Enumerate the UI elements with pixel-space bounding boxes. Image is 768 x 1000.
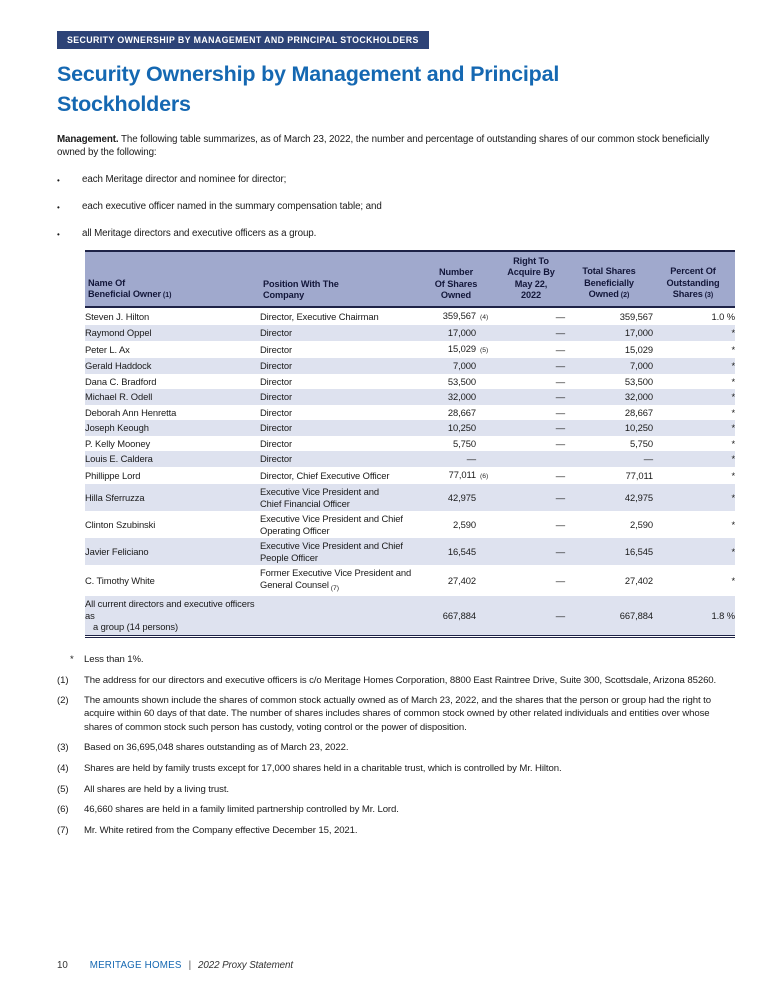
percent-outstanding-cell: * (731, 469, 735, 481)
total-shares-cell: 53,500 (624, 375, 653, 387)
table-row (85, 358, 735, 374)
right-to-acquire-cell: — (555, 310, 565, 322)
shares-owned-cell: 53,500 (447, 375, 476, 387)
position-cell: Director (260, 360, 293, 372)
beneficial-owner-name: Michael R. Odell (85, 391, 153, 403)
footnote-marker: (2) (57, 695, 69, 707)
total-shares-cell: 28,667 (624, 406, 653, 418)
beneficial-owner-name: Javier Feliciano (85, 546, 149, 558)
column-header: Percent Of Outstanding Shares (3) (653, 251, 735, 307)
bullet-text: each executive officer named in the summary compensation table; and (82, 200, 382, 212)
footnote-marker: (4) (57, 763, 69, 775)
footnote-marker: * (70, 653, 74, 665)
percent-outstanding-cell: * (731, 492, 735, 504)
right-to-acquire-cell: — (555, 343, 565, 355)
column-header: Total Shares Beneficially Owned (2) (565, 251, 653, 307)
bullet-text: all Meritage directors and executive officers as a group. (82, 227, 317, 239)
position-cell: Director, Executive Chairman (260, 310, 379, 322)
bullet-item (57, 201, 735, 214)
footnote-text: Shares are held by family trusts except for 17,000 shares held in a charitable trust, which is controlled by Mr. Hilton. (84, 763, 562, 775)
table-row (85, 436, 735, 452)
beneficial-owner-name: Clinton Szubinski (85, 519, 156, 531)
position-cell: Director (260, 375, 293, 387)
column-header: Right To Acquire By May 22, 2022 (497, 251, 565, 307)
position-cell: Director (260, 422, 293, 434)
position-cell: Director (260, 437, 293, 449)
percent-outstanding-cell: * (731, 375, 735, 387)
column-header: Position With The Company (260, 251, 425, 307)
beneficial-owner-name: Peter L. Ax (85, 343, 130, 355)
footnote-marker: (6) (57, 804, 69, 816)
bullet-list (57, 174, 735, 241)
bullet-item (57, 174, 735, 187)
right-to-acquire-cell (497, 451, 565, 467)
total-shares-cell: 10,250 (624, 422, 653, 434)
shares-owned-cell: 32,000 (447, 391, 476, 403)
footnote-item (57, 653, 735, 666)
percent-outstanding-cell: * (731, 422, 735, 434)
footnote-text: Based on 36,695,048 shares outstanding as of March 23, 2022. (84, 742, 349, 754)
ownership-table (85, 250, 735, 638)
table-row (85, 307, 735, 326)
beneficial-owner-name: P. Kelly Mooney (85, 437, 151, 449)
right-to-acquire-cell: — (555, 469, 565, 481)
footnote-item (57, 741, 735, 754)
table-row (85, 341, 735, 359)
table-row (85, 565, 735, 596)
footnote-text: The address for our directors and executive officers is c/o Meritage Homes Corporation, 8800 East Raintree Drive, Suite 300, Scottsdale, Arizona 85260. (84, 674, 717, 686)
beneficial-owner-name: Dana C. Bradford (85, 375, 157, 387)
shares-footnote-marker: (5) (480, 346, 489, 354)
percent-outstanding-cell: * (731, 437, 735, 449)
right-to-acquire-cell: — (555, 519, 565, 531)
section-banner (57, 31, 429, 49)
total-shares-cell: 27,402 (624, 575, 653, 587)
percent-outstanding-cell: * (731, 519, 735, 531)
shares-owned-cell: — (466, 453, 476, 465)
table-row (85, 389, 735, 405)
total-shares-cell: 2,590 (630, 519, 653, 531)
footnote-marker: (7) (57, 825, 69, 837)
bullet-icon: • (57, 202, 60, 212)
position-cell (260, 596, 425, 636)
total-shares-cell: 5,750 (630, 437, 653, 449)
shares-owned-cell: 17,000 (447, 327, 476, 339)
footnote-marker: (5) (57, 783, 69, 795)
page-footer (57, 960, 293, 971)
table-row (85, 484, 735, 511)
footnote-item (57, 674, 735, 687)
footnote-text: Mr. White retired from the Company effective December 15, 2021. (84, 825, 358, 837)
total-shares-cell: 7,000 (630, 360, 653, 372)
column-header: Number Of Shares Owned (425, 251, 497, 307)
footer-document-name: 2022 Proxy Statement (198, 960, 293, 971)
percent-outstanding-cell: * (731, 360, 735, 372)
shares-footnote-marker: (6) (480, 472, 489, 480)
right-to-acquire-cell: — (555, 391, 565, 403)
table-row (85, 467, 735, 485)
position-cell: Director (260, 343, 293, 355)
right-to-acquire-cell: — (555, 375, 565, 387)
table-row (85, 374, 735, 390)
intro-lead: Management. (57, 133, 119, 145)
footnote-text: 46,660 shares are held in a family limited partnership controlled by Mr. Lord. (84, 804, 399, 816)
shares-owned-cell: 10,250 (447, 422, 476, 434)
bullet-icon: • (57, 175, 60, 185)
percent-outstanding-cell: * (731, 327, 735, 339)
footnote-text: Less than 1%. (84, 653, 144, 665)
table-row (85, 511, 735, 538)
shares-owned-cell: 77,011 (6) (425, 467, 497, 485)
section-banner-label: SECURITY OWNERSHIP BY MANAGEMENT AND PRINCIPAL STOCKHOLDERS (67, 35, 419, 45)
footnote-list (57, 653, 735, 838)
total-shares-cell: 359,567 (619, 310, 653, 322)
beneficial-owner-name: Steven J. Hilton (85, 310, 150, 322)
beneficial-owner-name: C. Timothy White (85, 575, 155, 587)
position-cell: Former Executive Vice President and General Counsel $_{(7)}$ (260, 567, 412, 592)
page-title: Security Ownership by Management and Principal Stockholders (57, 61, 560, 116)
position-footnote-marker: (7) (328, 584, 340, 592)
shares-owned-cell: 27,402 (447, 575, 476, 587)
footer-separator: | (188, 960, 192, 971)
position-cell: Executive Vice President and Chief Operating Officer (260, 513, 403, 536)
shares-owned-cell: 28,667 (447, 406, 476, 418)
total-shares-cell: 667,884 (565, 596, 653, 636)
header-footnote-marker: (2) (618, 292, 630, 300)
beneficial-owner-name: Joseph Keough (85, 422, 149, 434)
position-cell: Executive Vice President and Chief People Officer (260, 540, 403, 563)
position-cell: Director (260, 327, 293, 339)
total-shares-cell: 17,000 (624, 327, 653, 339)
header-footnote-marker: (3) (702, 292, 714, 300)
right-to-acquire-cell: — (555, 575, 565, 587)
shares-owned-cell: 16,545 (447, 546, 476, 558)
ownership-table-body (85, 307, 735, 637)
page-content (57, 30, 735, 837)
beneficial-owner-name: Phillippe Lord (85, 469, 141, 481)
total-shares-cell: — (643, 453, 653, 465)
right-to-acquire-cell: — (555, 437, 565, 449)
position-cell: Director (260, 406, 293, 418)
percent-outstanding-cell: 1.0 % (711, 310, 735, 322)
shares-owned-cell: 2,590 (453, 519, 476, 531)
table-row (85, 451, 735, 467)
percent-outstanding-cell: * (731, 453, 735, 465)
shares-owned-cell: 359,567 (4) (425, 307, 497, 326)
total-shares-cell: 16,545 (624, 546, 653, 558)
right-to-acquire-cell: — (555, 327, 565, 339)
footnote-item (57, 762, 735, 775)
right-to-acquire-cell: — (555, 492, 565, 504)
bullet-text: each Meritage director and nominee for director; (82, 173, 287, 185)
percent-outstanding-cell: * (731, 343, 735, 355)
table-row (85, 538, 735, 565)
footer-brand: MERITAGE HOMES (89, 960, 182, 971)
shares-footnote-marker: (4) (480, 313, 489, 321)
column-header: Name Of Beneficial Owner (1) (85, 251, 260, 307)
table-row (85, 420, 735, 436)
intro-paragraph (57, 133, 735, 160)
total-shares-cell: 32,000 (624, 391, 653, 403)
percent-outstanding-cell: * (731, 546, 735, 558)
footnote-text: The amounts shown include the shares of common stock actually owned as of March 23, 2022, and the shares that the person or group had the right to acquire within 60 days of that date. The number of shares includes shares of common stock owned by other related individuals and entities over whose shares of common stock such person has custody, voting control or the power of disposition. (84, 695, 711, 733)
header-footnote-marker: (1) (160, 292, 172, 300)
intro-body: The following table summarizes, as of March 23, 2022, the number and percentage of outstanding shares of our common stock beneficially owned by the following: (57, 133, 710, 159)
position-cell: Director, Chief Executive Officer (260, 469, 390, 481)
position-cell: Director (260, 391, 293, 403)
footnote-item (57, 824, 735, 837)
shares-owned-cell: 667,884 (425, 596, 497, 636)
table-row (85, 596, 735, 636)
table-row (85, 405, 735, 421)
shares-owned-cell: 15,029 (5) (425, 341, 497, 359)
right-to-acquire-cell: — (555, 546, 565, 558)
footnote-marker: (1) (57, 674, 69, 686)
percent-outstanding-cell: * (731, 575, 735, 587)
footnote-text: All shares are held by a living trust. (84, 783, 229, 795)
beneficial-owner-name: Gerald Haddock (85, 360, 152, 372)
footnote-marker: (3) (57, 742, 69, 754)
total-shares-cell: 77,011 (625, 469, 653, 481)
table-row (85, 325, 735, 341)
percent-outstanding-cell: * (731, 391, 735, 403)
footnote-item (57, 694, 735, 734)
beneficial-owner-name: Deborah Ann Henretta (85, 406, 177, 418)
percent-outstanding-cell: * (731, 406, 735, 418)
percent-outstanding-cell: 1.8 % (653, 596, 735, 636)
right-to-acquire-cell: — (497, 596, 565, 636)
total-shares-cell: 15,029 (624, 343, 653, 355)
right-to-acquire-cell: — (555, 422, 565, 434)
total-shares-cell: 42,975 (624, 492, 653, 504)
right-to-acquire-cell: — (555, 406, 565, 418)
shares-owned-cell: 42,975 (447, 492, 476, 504)
footnote-item (57, 803, 735, 816)
page-number: 10 (57, 960, 68, 971)
footnote-item (57, 783, 735, 796)
position-cell: Executive Vice President and Chief Financial Officer (260, 486, 379, 509)
bullet-item (57, 228, 735, 241)
bullet-icon: • (57, 229, 60, 239)
beneficial-owner-name: Hilla Sferruzza (85, 492, 145, 504)
beneficial-owner-name: Raymond Oppel (85, 327, 152, 339)
header-row (85, 251, 735, 307)
position-cell: Director (260, 453, 293, 465)
shares-owned-cell: 5,750 (453, 437, 476, 449)
right-to-acquire-cell: — (555, 360, 565, 372)
ownership-table-header (85, 251, 735, 307)
beneficial-owner-name: All current directors and executive officers as a group (14 persons) (85, 596, 260, 636)
beneficial-owner-name: Louis E. Caldera (85, 453, 153, 465)
shares-owned-cell: 7,000 (453, 360, 476, 372)
